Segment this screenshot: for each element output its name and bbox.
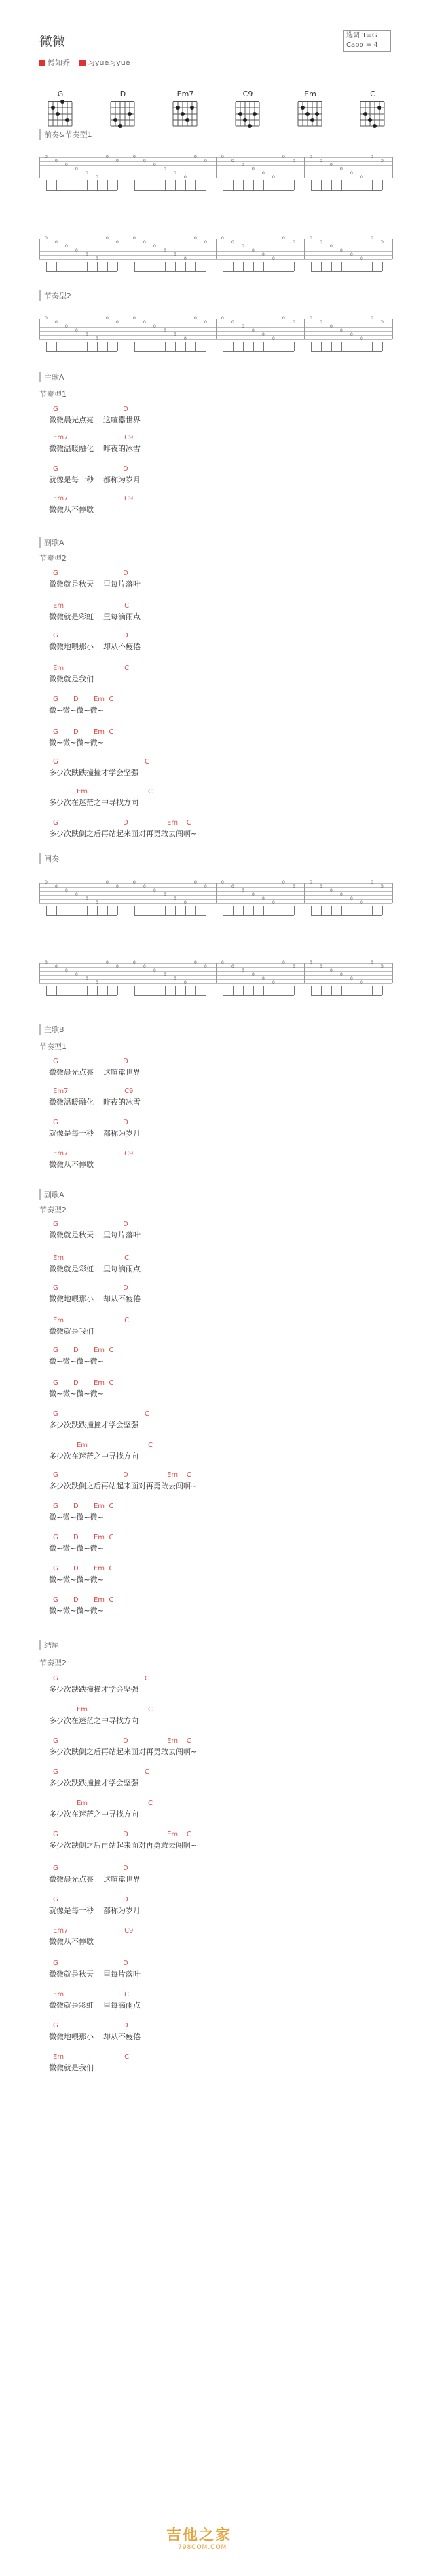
lyric-line: 微~微~微~微~ [49,1575,104,1584]
chord-name: G [57,90,64,98]
chord-line: G D Em C [53,728,114,736]
tab-staff: 0 0 0 0 0 0 0 0 0 0 0 0 0 0 0 0 0 0 0 0 0 0 0 0 0 0 0 0 0 0 0 0 [39,319,392,370]
chord-line: G D [53,465,128,473]
lyric-line: 多少次跌跌撞撞才学会坚强 [49,1421,138,1429]
chord-line: Em C [53,1706,153,1713]
chord-name: D [119,90,126,98]
section-verse-a: 主歌A [39,372,64,382]
lyric-line: 微微就是彩虹 里每滴雨点 [49,612,141,621]
lyric-line: 多少次跌倒之后再站起来面对再勇敢去闯啊~ [49,829,198,838]
chord-line: G D [53,1221,128,1228]
section-outro: 结尾 [39,1640,59,1650]
chord-line: Em C [53,665,130,672]
chord-diagram [352,90,394,129]
chord-line: Em C [53,1442,153,1449]
chord-diagram [39,90,81,129]
lyric-line: 微微从不停歇 [49,1937,94,1946]
capo-line: Capo = 4 [346,41,378,49]
chord-line: G D [53,632,128,639]
site-logo: 吉他之家 [166,2527,232,2544]
chord-line: G D [53,1960,128,1967]
lyric-line: 微微就是我们 [49,675,94,683]
song-title: 微微 [39,34,66,49]
lyric-line: 多少次跌跌撞撞才学会坚强 [49,1779,138,1787]
lyric-line: 微微晨光点亮 这喧嚣世界 [49,1068,141,1077]
tab-staff: 0 0 0 0 0 0 0 0 0 0 0 0 0 0 0 0 0 0 0 0 0 0 0 0 0 0 0 0 0 0 0 0 [39,963,392,1014]
chord-line: G D Em C [53,1379,114,1387]
tab-staff: 0 0 0 0 0 0 0 0 0 0 0 0 0 0 0 0 0 0 0 0 0 0 0 0 0 0 0 0 0 0 0 0 [39,157,392,209]
lyric-line: 微微就是彩虹 里每滴雨点 [49,1265,141,1273]
lyric-line: 就像是每一秒 都称为岁月 [49,1906,141,1915]
chord-line: Em C [53,1800,153,1807]
chord-line: Em7 C9 [53,434,134,441]
song-meta [39,57,130,68]
lyric-line: 多少次在迷茫之中寻找方向 [49,1452,138,1461]
section-pattern2c: 节奏型2 [39,1206,67,1214]
lyric-line: 微微地喂那小 却从不疲倦 [49,2032,141,2041]
chord-line: G D Em C [53,1565,114,1572]
section-pattern2b: 节奏型2 [39,554,67,563]
singer-name[interactable]: 傅如乔 [48,58,70,67]
lyric-line: 微微就是秋天 里每片落叶 [49,1231,141,1240]
chord-line: G C [53,1768,149,1776]
chord-line: G D [53,1058,128,1065]
chord-line: Em7 C9 [53,1150,134,1157]
chord-line: G D [53,1284,128,1292]
site-url: 798COM.COM [178,2544,227,2551]
lyric-line: 微~微~微~微~ [49,706,104,715]
section-chorus-a2: 副歌A [39,1189,64,1200]
chord-name: Em7 [176,90,194,98]
chord-line: G D Em C [53,1596,114,1604]
lyric-line: 微微就是彩虹 里每滴雨点 [49,2001,141,2010]
lyric-line: 微微地喂那小 却从不疲倦 [49,1294,141,1303]
chord-line: G D Em C [53,696,114,703]
section-pattern1: 节奏型1 [39,390,67,399]
lyric-line: 微~微~微~微~ [49,1544,104,1553]
chord-line: G C [53,1675,149,1682]
chord-name: C [370,90,375,98]
lyric-line: 微微晨光点亮 这喧嚣世界 [49,1875,141,1884]
lyric-line: 微微就是我们 [49,1327,94,1336]
chord-line: Em C [53,788,153,795]
lyric-line: 微微地喂那小 却从不疲倦 [49,642,141,651]
section-pattern2d: 节奏型2 [39,1659,67,1667]
lyric-line: 微微就是秋天 里每片落叶 [49,580,141,589]
lyric-line: 微微温暖融化 昨夜的冰雪 [49,444,141,453]
chord-line: G D [53,1119,128,1126]
chord-line: G D Em C [53,1347,114,1354]
lyric-line: 微~微~微~微~ [49,1606,104,1615]
lyric-line: 多少次跌倒之后再站起来面对再勇敢去闯啊~ [49,1747,198,1756]
chord-line: G D [53,1865,128,1872]
chord-diagram [102,90,144,129]
chord-line: G D Em C [53,1471,191,1479]
chord-line: G C [53,758,149,766]
section-interlude: 间奏 [39,853,59,864]
lyric-line: 多少次跌跌撞撞才学会坚强 [49,768,138,777]
lyric-line: 多少次在迷茫之中寻找方向 [49,798,138,807]
chord-line: Em7 C9 [53,495,134,502]
lyric-line: 多少次在迷茫之中寻找方向 [49,1716,138,1725]
section-pattern1b: 节奏型1 [39,1042,67,1051]
lyric-line: 微微就是我们 [49,2063,94,2072]
author-name[interactable]: 习yue习yue [88,58,130,67]
section-pattern2: 节奏型2 [39,290,71,301]
chord-line: G D Em C [53,1831,191,1838]
chord-line: G D Em C [53,1534,114,1541]
chord-line: G D Em C [53,1737,191,1745]
chord-line: Em C [53,2053,130,2061]
lyric-line: 就像是每一秒 都称为岁月 [49,1129,141,1138]
lyric-line: 多少次跌跌撞撞才学会坚强 [49,1685,138,1694]
lyric-line: 微微就是秋天 里每片落叶 [49,1970,141,1979]
section-chorus-a: 副歌A [39,537,64,548]
lyric-line: 微~微~微~微~ [49,738,104,747]
chord-line: G C [53,1410,149,1418]
chord-line: Em C [53,602,130,610]
chord-line: Em C [53,1317,130,1324]
key-line: 选调 1=G [346,32,377,39]
capo-box [343,30,391,52]
author-icon [79,60,86,66]
chord-line: G D [53,2022,128,2029]
lyric-line: 多少次跌倒之后再站起来面对再勇敢去闯啊~ [49,1841,198,1850]
lyric-line: 微微温暖融化 昨夜的冰雪 [49,1098,141,1107]
chord-name: C9 [242,90,253,98]
chord-line: G D [53,1896,128,1903]
chord-line: G D [53,570,128,577]
chord-name: Em [304,90,316,98]
lyric-line: 就像是每一秒 都称为岁月 [49,475,141,484]
section-verse-b: 主歌B [39,1024,64,1035]
tab-staff: 0 0 0 0 0 0 0 0 0 0 0 0 0 0 0 0 0 0 0 0 0 0 0 0 0 0 0 0 0 0 0 0 [39,883,392,934]
chord-line: Em7 C9 [53,1927,134,1935]
lyric-line: 微微晨光点亮 这喧嚣世界 [49,416,141,424]
lyric-line: 微微从不停歇 [49,1160,94,1169]
chord-line: Em C [53,1991,130,1998]
lyric-line: 多少次在迷茫之中寻找方向 [49,1810,138,1819]
chord-line: Em C [53,1254,130,1262]
chord-line: G D Em C [53,819,191,827]
lyric-line: 多少次跌倒之后再站起来面对再勇敢去闯啊~ [49,1482,198,1490]
chord-line: G D Em C [53,1503,114,1510]
singer-icon [39,60,45,66]
lyric-line: 微微从不停歇 [49,505,94,514]
lyric-line: 微~微~微~微~ [49,1389,104,1398]
chord-diagram [227,90,269,129]
lyric-line: 微~微~微~微~ [49,1513,104,1522]
chord-diagram [289,90,331,129]
tab-staff: 0 0 0 0 0 0 0 0 0 0 0 0 0 0 0 0 0 0 0 0 0 0 0 0 0 0 0 0 0 0 0 0 [39,239,392,290]
chord-line: G D [53,405,128,413]
chord-diagram [164,90,206,129]
chord-line: Em7 C9 [53,1088,134,1095]
lyric-line: 微~微~微~微~ [49,1357,104,1366]
section-prelude: 前奏&节奏型1 [39,129,92,140]
